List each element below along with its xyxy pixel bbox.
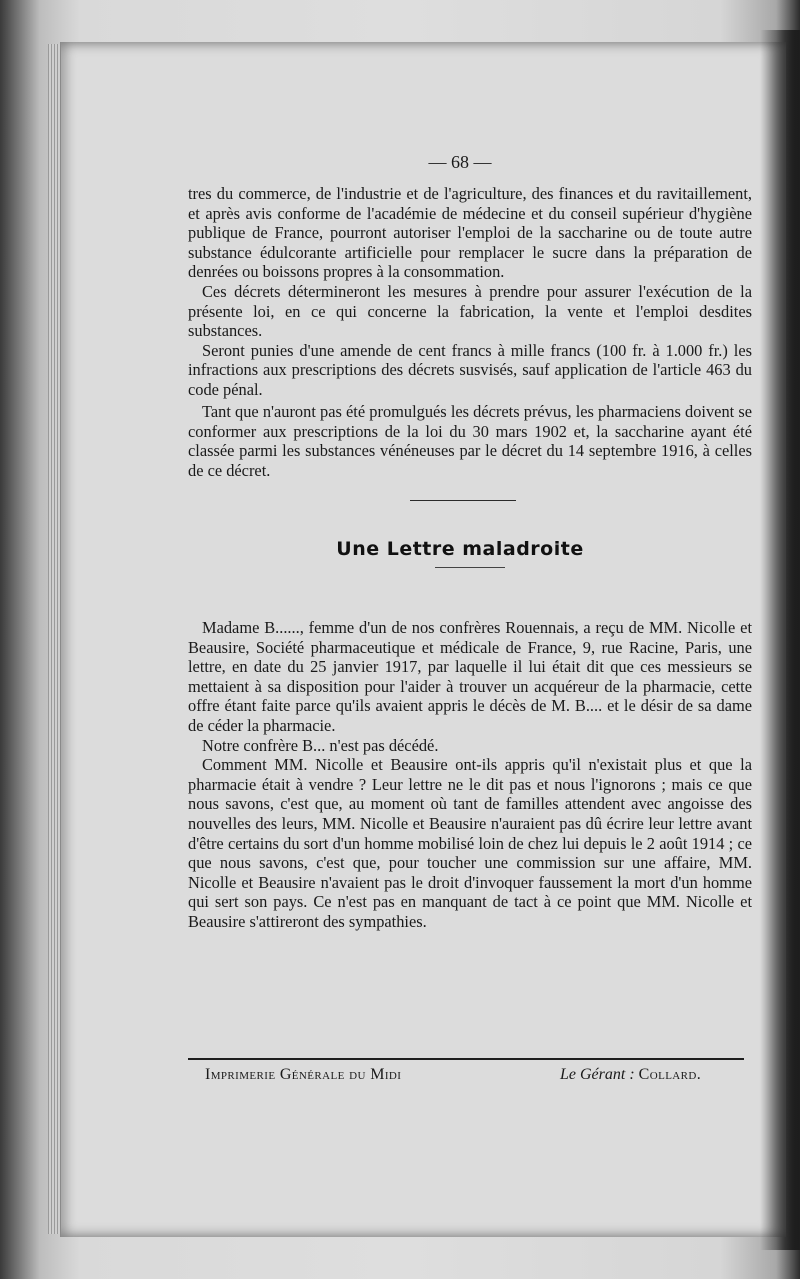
heading-underline [435,567,505,568]
paragraph: Comment MM. Nicolle et Beausire ont-ils appris qu'il n'existait plus et que la pharmacie était à vendre ? Leur lettre ne le dit pas et nous l'ignorons ; mais ce que nous savons, c'est que, au moment où tant de familles attendent avec angoisse des nouvelles des leurs, MM. Nicolle et Beausire n'auraient pas dû écrire leur lettre avant d'être certains du sort d'un homme mobilisé loin de chez lui depuis le 2 août 1914 ; ce que nous savons, c'est que, pour toucher une commission sur une affaire, MM. Nicolle et Beausire n'avaient pas le droit d'invoquer faussement la mort d'un homme qui sert son pays. Ce n'est pas en manquant de tact à ce point que MM. Nicolle et Beausire s'attireront des sympathies. [188,755,752,931]
paragraph: Notre confrère B... n'est pas décédé. [202,735,439,755]
binding-shadow [760,30,800,1250]
law-text-block [188,184,752,400]
article-heading: Une Lettre maladroite [336,538,584,560]
paragraph: tres du commerce, de l'industrie et de l'agriculture, des finances et du ravitaillement, et après avis conforme de l'académie de médecine et du conseil supérieur d'hygiène publique de France, pourront autoriser l'emploi de la saccharine ou de toute autre substance édulcorante artificielle pour remplacer le sucre dans la préparation de denrées ou boissons propres à la consommation. [188,184,752,282]
section-divider [410,500,516,501]
footer-rule [188,1058,744,1060]
paragraph: Seront punies d'une amende de cent francs à mille francs (100 fr. à 1.000 fr.) les infractions aux prescriptions des décrets susvisés, sauf application de l'article 463 du code pénal. [188,340,752,399]
paragraph: Tant que n'auront pas été promulgués les décrets prévus, les pharmaciens doivent se conformer aux prescriptions de la loi du 30 mars 1902 et, la saccharine ayant été classée parmi les substances vénéneuses par le décret du 14 septembre 1916, à celles de ce décret. [188,402,752,480]
page-number: — 68 — [428,152,492,172]
gerant-label: Le Gérant : [560,1066,635,1083]
pharmacist-note-block [188,402,752,480]
paragraph: Ces décrets détermineront les mesures à prendre pour assurer l'exécution de la présente loi, en ce qui concerne la fabrication, la vente et l'emploi desdites substances. [188,281,752,341]
article-body [188,618,752,932]
printer-name: Imprimerie Générale du Midi [205,1066,402,1083]
gerant-name: Collard. [638,1066,702,1083]
gerant-signature [560,1066,701,1084]
paragraph: Madame B......, femme d'un de nos confrères Rouennais, a reçu de MM. Nicolle et Beausire, Société pharmaceutique et médicale de France, 9, rue Racine, Paris, une lettre, en date du 25 janvier 1917, par laquelle il lui était dit que ces messieurs se mettaient à sa disposition pour l'aider à trouver un acquéreur de la pharmacie, cette offre étant faite parce qu'ils avaient appris le décès de M. B.... et le désir de sa dame de céder la pharmacie. [188,618,752,735]
